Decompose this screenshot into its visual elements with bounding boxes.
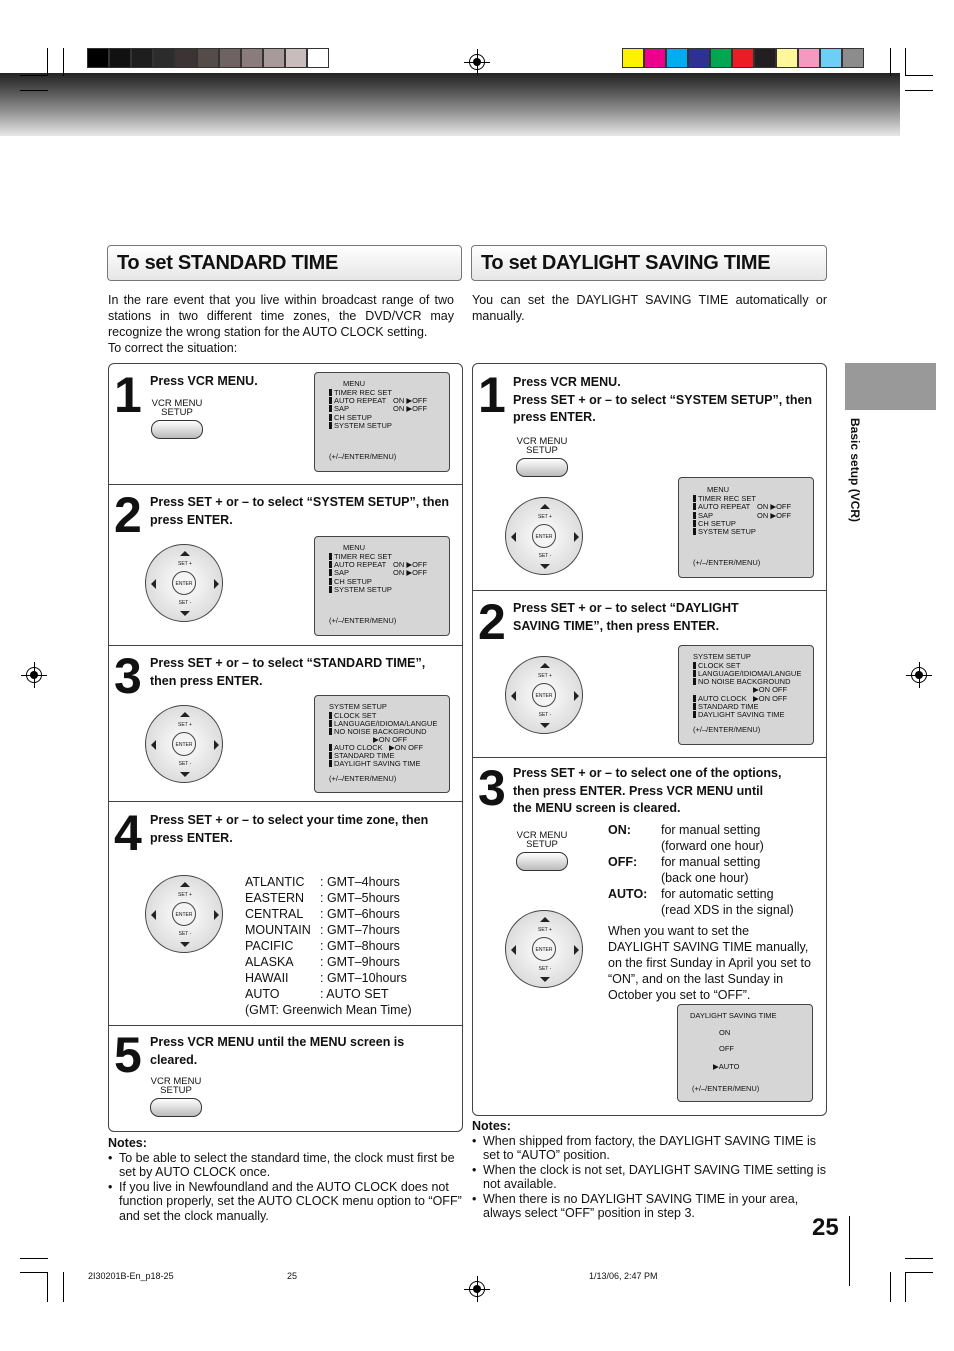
step-number: 2 [114, 487, 140, 543]
crop-mark [20, 75, 48, 76]
timezone-row: HAWAII : GMT–10hours [245, 971, 407, 985]
direction-pad-icon: SET + ENTER SET - [505, 910, 583, 988]
color-swatch [307, 48, 329, 68]
color-swatch [820, 48, 842, 68]
footer-date: 1/13/06, 2:47 PM [589, 1271, 658, 1281]
step-number: 1 [478, 367, 504, 423]
menu-screen: MENU TIMER REC SET AUTO REPEAT ON ▶OFF SAP ON ▶OFF CH SETUP SYSTEM SETUP (+/–/ENTER/MENU) [314, 536, 450, 636]
side-tab [845, 363, 936, 410]
step-instruction: Press SET + or – to select “SYSTEM SETUP”, then press ENTER. [150, 495, 450, 527]
crop-mark [63, 1272, 64, 1302]
note-item: • If you live in Newfoundland and the AUTO CLOCK does not function properly, set the AUTO CLOCK menu option to “OFF” and set the clock manually. [108, 1180, 464, 1224]
page-number: 25 [812, 1214, 839, 1241]
option-row: ON: for manual setting (forward one hour) [608, 823, 764, 853]
divider [473, 590, 826, 591]
color-swatch [798, 48, 820, 68]
timezone-row: MOUNTAIN : GMT–7hours [245, 923, 400, 937]
left-intro-text-2: To correct the situation: [108, 341, 238, 355]
step-instruction: Press SET + or – to select one of the options, then press ENTER. Press VCR MENU until the MENU screen is cleared. [513, 766, 782, 815]
step-instruction: Press VCR MENU. Press SET + or – to select “SYSTEM SETUP”, then press ENTER. [513, 375, 813, 424]
step-instruction: Press SET + or – to select your time zone, then press ENTER. [150, 813, 429, 845]
option-row: OFF: for manual setting (back one hour) [608, 855, 761, 885]
header-band [0, 73, 900, 136]
color-swatch [842, 48, 864, 68]
side-tab-label: Basic setup (VCR) [848, 418, 862, 523]
divider [473, 757, 826, 758]
color-swatch [153, 48, 175, 68]
divider [109, 801, 462, 802]
color-swatch [87, 48, 109, 68]
crop-mark [20, 1258, 48, 1259]
footer-filename: 2I30201B-En_p18-25 [88, 1271, 174, 1281]
crop-mark [905, 1258, 933, 1259]
direction-pad-icon: SET + ENTER SET - [505, 656, 583, 734]
timezone-row: CENTRAL : GMT–6hours [245, 907, 400, 921]
timezone-list [245, 874, 412, 1018]
direction-pad-icon: SET + ENTER SET - [145, 705, 223, 783]
color-swatch [644, 48, 666, 68]
menu-screen: MENU TIMER REC SET AUTO REPEAT ON ▶OFF SAP ON ▶OFF CH SETUP SYSTEM SETUP (+/–/ENTER/MENU) [314, 372, 450, 472]
color-swatch [666, 48, 688, 68]
divider [109, 645, 462, 646]
left-intro [108, 292, 454, 356]
left-section-title: To set STANDARD TIME [117, 252, 339, 274]
note-item: • When there is no DAYLIGHT SAVING TIME in your area, always select “OFF” position in step 3. [472, 1192, 828, 1221]
step-instruction: Press SET + or – to select “STANDARD TIME”, then press ENTER. [150, 656, 426, 688]
color-swatch [688, 48, 710, 68]
left-section-title-box [107, 245, 462, 281]
timezone-row: AUTO : AUTO SET [245, 987, 389, 1001]
color-swatch [710, 48, 732, 68]
left-intro-text: In the rare event that you live within broadcast range of two stations in two different time zones, the DVD/VCR may recognize the wrong station for the AUTO CLOCK setting. [108, 293, 454, 339]
vcr-menu-button: VCR MENU SETUP [150, 1077, 202, 1117]
color-swatch [754, 48, 776, 68]
crop-mark [905, 90, 933, 91]
direction-pad-icon: SET + ENTER SET - [145, 544, 223, 622]
step-instruction: Press SET + or – to select “DAYLIGHT SAVING TIME”, then press ENTER. [513, 601, 739, 633]
crop-mark [905, 75, 933, 76]
right-intro: You can set the DAYLIGHT SAVING TIME automatically or manually. [472, 293, 827, 323]
right-notes: Notes: • When shipped from factory, the DAYLIGHT SAVING TIME is set to “AUTO” position. • When the clock is not set, DAYLIGHT SAVING TIME setting is not available. • When there is no DAYLIGHT SAVING TIME in your area, always select “OFF” position in step 3. [472, 1119, 828, 1221]
crop-mark [63, 48, 64, 76]
color-swatch [776, 48, 798, 68]
crop-mark [20, 1272, 48, 1273]
vcr-menu-button-icon [516, 852, 568, 871]
dst-screen: DAYLIGHT SAVING TIME ON OFF ▶AUTO (+/–/ENTER/MENU) [677, 1004, 813, 1102]
step-number: 3 [478, 760, 504, 816]
direction-pad-icon: SET + ENTER SET - [145, 875, 223, 953]
crop-mark [905, 48, 906, 76]
color-swatch [175, 48, 197, 68]
system-setup-screen: SYSTEM SETUP CLOCK SET LANGUAGE/IDIOMA/LANGUE NO NOISE BACKGROUND ▶ON OFF AUTO CLOCK ▶ON OFF STANDARD TIME DAYLIGHT SAVING TIME (+/–/ENTER/MENU) [678, 645, 814, 745]
crop-mark [20, 90, 48, 91]
system-setup-screen: SYSTEM SETUP CLOCK SET LANGUAGE/IDIOMA/LANGUE NO NOISE BACKGROUND ▶ON OFF AUTO CLOCK ▶ON OFF STANDARD TIME DAYLIGHT SAVING TIME (+/–/ENTER/MENU) [314, 695, 450, 793]
registration-mark-icon [911, 667, 927, 683]
timezone-row: PACIFIC : GMT–8hours [245, 939, 400, 953]
right-section-title-box [471, 245, 827, 281]
color-swatch [622, 48, 644, 68]
step-number: 4 [114, 805, 140, 861]
step-instruction: Press VCR MENU. [150, 374, 258, 388]
left-notes: Notes: • To be able to select the standard time, the clock must first be set by AUTO CLOCK once. • If you live in Newfoundland and the AUTO CLOCK does not function properly, set the AUTO CLOCK menu option to “OFF” and set the clock manually. [108, 1136, 464, 1223]
timezone-row: EASTERN : GMT–5hours [245, 891, 400, 905]
step-number: 3 [114, 648, 140, 704]
divider [109, 484, 462, 485]
timezone-row: ATLANTIC : GMT–4hours [245, 875, 400, 889]
registration-mark-icon [469, 1281, 485, 1297]
note-item: • To be able to select the standard time, the clock must first be set by AUTO CLOCK once. [108, 1151, 464, 1180]
menu-screen: MENU TIMER REC SET AUTO REPEAT ON ▶OFF SAP ON ▶OFF CH SETUP SYSTEM SETUP (+/–/ENTER/MENU) [678, 477, 814, 578]
crop-mark [47, 1272, 48, 1302]
step-number: 1 [114, 367, 140, 423]
right-section-title: To set DAYLIGHT SAVING TIME [481, 252, 771, 274]
color-swatch [197, 48, 219, 68]
crop-mark [890, 48, 891, 76]
vcr-menu-button: VCR MENU SETUP [151, 399, 203, 439]
manual-dst-note: When you want to set the DAYLIGHT SAVING TIME manually, on the first Sunday in April you set to “ON”, and on the last Sunday in October you set to “OFF”. [608, 924, 811, 1002]
crop-mark [890, 1272, 891, 1302]
color-swatch [131, 48, 153, 68]
vcr-menu-button: VCR MENU SETUP [516, 831, 568, 871]
crop-mark [905, 1272, 933, 1273]
crop-mark [47, 48, 48, 76]
step-number: 2 [478, 594, 504, 650]
step-instruction: Press VCR MENU until the MENU screen is cleared. [150, 1035, 405, 1067]
divider [109, 1025, 462, 1026]
color-swatch [732, 48, 754, 68]
color-swatch [285, 48, 307, 68]
vcr-menu-button: VCR MENU SETUP [516, 437, 568, 477]
registration-mark-icon [26, 667, 42, 683]
footer-page: 25 [287, 1271, 298, 1281]
note-item: • When shipped from factory, the DAYLIGHT SAVING TIME is set to “AUTO” position. [472, 1134, 828, 1163]
color-swatch [241, 48, 263, 68]
color-swatch [263, 48, 285, 68]
vcr-menu-button-icon [516, 458, 568, 477]
color-swatch [109, 48, 131, 68]
registration-mark-icon [469, 54, 485, 70]
vcr-menu-button-icon [151, 420, 203, 439]
timezone-row: ALASKA : GMT–9hours [245, 955, 400, 969]
vcr-menu-button-icon [150, 1098, 202, 1117]
direction-pad-icon: SET + ENTER SET - [505, 497, 583, 575]
gmt-note: (GMT: Greenwich Mean Time) [245, 1003, 412, 1017]
option-list [608, 822, 811, 918]
crop-mark [905, 1272, 906, 1302]
note-item: • When the clock is not set, DAYLIGHT SAVING TIME setting is not available. [472, 1163, 828, 1192]
color-swatch [219, 48, 241, 68]
page-number-rule [849, 1216, 850, 1286]
side-tab-label-box [842, 418, 862, 538]
step-number: 5 [114, 1027, 140, 1083]
option-row: AUTO: for automatic setting (read XDS in the signal) [608, 887, 794, 917]
